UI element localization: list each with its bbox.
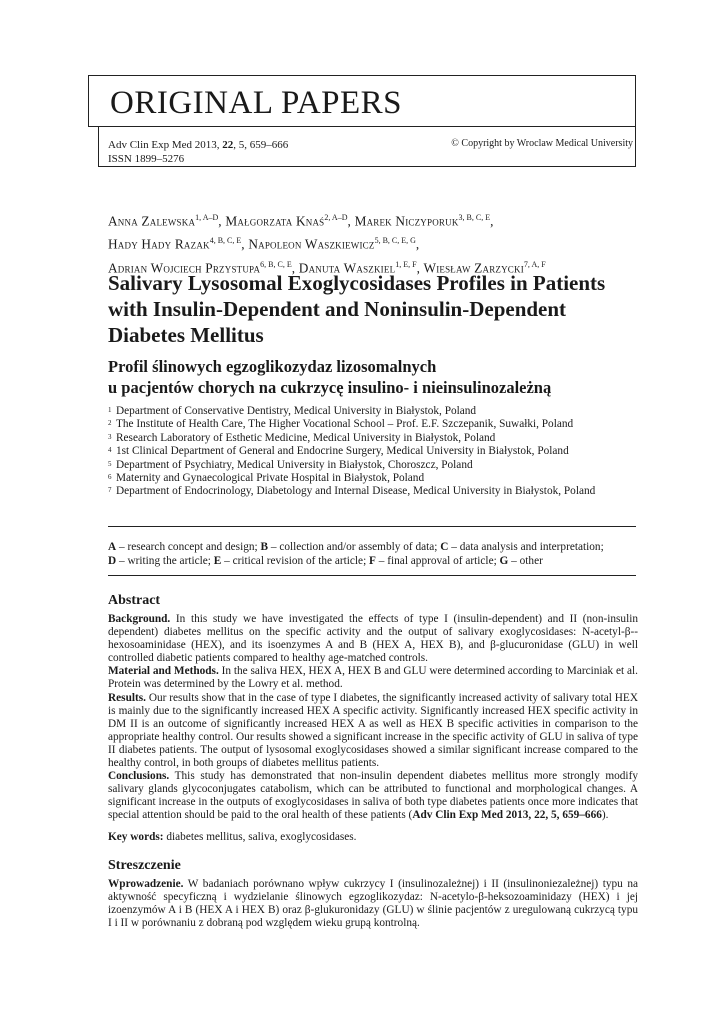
author-affiliation-sup: 4, B, C, E [209,236,242,246]
abstract-text: This study has demonstrated that non-insulin dependent diabetes mellitus more strongly modify salivary glands glycoconjugates catabolism, which can be attributed to functional and morphological changes. A significant increase in the outputs of exoglycosidases in saliva of both type diabetes patients once more indicates that special attention should be paid to the oral health of these patients ( [108,770,638,822]
affiliation-number: 5 [108,459,112,468]
author-affiliation-sup: 5, B, C, E, G [374,236,416,246]
affiliation-text: Department of Conservative Dentistry, Medical University in Białystok, Poland [116,405,477,417]
role-key: D [108,554,117,567]
affiliation-item [108,432,628,445]
affiliation-item [108,445,628,458]
contribution-roles [108,541,636,568]
title-pl-line-2: u pacjentów chorych na cukrzycę insulino- i nieinsulinozależną [108,378,552,397]
author-name: Danuta Waszkiel [298,260,396,276]
journal-ref-volume: 22 [222,139,234,151]
journal-ref-suffix: , 5, 659–666 [233,139,289,151]
copyright-notice: © Copyright by Wroclaw Medical University [451,138,633,149]
affiliation-text: Department of Psychiatry, Medical University in Białystok, Choroszcz, Poland [116,458,473,471]
divider-rule [108,526,636,527]
journal-ref-prefix: Adv Clin Exp Med 2013, [108,139,223,151]
affiliation-text: Research Laboratory of Esthetic Medicine, Medical University in Białystok, Poland [116,431,496,444]
author-separator: , [416,260,424,276]
role-key: E [213,554,222,567]
abstract-label: Conclusions. [108,770,170,783]
affiliation-item [108,459,628,472]
abstract-text-end: ). [601,809,609,822]
streszczenie-label: Wprowadzenie. [108,878,184,890]
author-separator: , [291,260,299,276]
author-name: Małgorzata Knaś [225,213,325,229]
abstract-body [108,613,638,823]
author-separator: , [415,236,420,252]
role-text: – data analysis and interpretation; [448,541,604,553]
title-pl-line-1: Profil ślinowych egzoglikozydaz lizosomalnych [108,357,437,376]
role-key: G [499,554,509,567]
streszczenie-introduction [108,878,638,930]
role-text: – final approval of article; [375,554,500,567]
key-words [108,831,638,844]
affiliation-number: 7 [108,486,112,495]
author-separator: , [347,213,355,229]
divider-rule [108,575,636,576]
key-words-label: Key words: [108,831,164,843]
author-name: Anna Zalewska [108,213,196,229]
affiliation-text: The Institute of Health Care, The Higher Vocational School – Prof. E.F. Szczepanik, Suwałki, Poland [116,418,574,431]
abstract-text: In this study we have investigated the effects of type I (insulin-dependent) and II (non-insulin dependent) diabetes mellitus on the specific activity and the output of salivary exoglycosidases: N-acetyl-β--hexosoaminidase (HEX), and its isoenzymes A and B (HEX A, HEX B), and β-glucuronidase (GLU) in well controlled diabetic patients compared to healthy age-matched controls. [108,613,638,665]
role-text: – research concept and design; [116,541,261,553]
role-key: A [108,541,117,553]
author-name: Hady Hady Razak [108,236,210,252]
role-text: – other [508,554,543,567]
affiliation-number: 2 [108,419,112,428]
author-separator: , [241,236,249,252]
affiliation-item [108,485,628,498]
affiliation-number: 3 [108,432,112,441]
journal-reference [108,138,288,152]
role-key: B [260,541,269,553]
author-affiliation-sup: 3, B, C, E [458,213,491,222]
abstract-label: Results. [108,691,146,704]
author-affiliation-sup: 2, A–D [324,213,348,222]
abstract-results [108,692,638,771]
streszczenie-heading: Streszczenie [108,858,181,873]
issn: ISSN 1899–5276 [108,153,185,165]
affiliation-number: 4 [108,446,112,455]
abstract-label: Background. [108,613,171,625]
author-list [108,208,628,278]
abstract-citation: Adv Clin Exp Med 2013, 22, 5, 659–666 [412,809,602,822]
author-name: Adrian Wojciech Przystupa [108,260,261,276]
key-words-text: diabetes mellitus, saliva, exoglycosidases. [163,831,357,843]
article-title-polish [108,356,648,398]
abstract-text: In the saliva HEX, HEX A, HEX B and GLU were determined according to Marciniak et al. Protein was determined by the Lowry et al. method. [108,665,638,691]
author-name: Wiesław Zarzycki [423,260,524,276]
author-affiliation-sup: 6, B, C, E [260,259,292,269]
affiliation-text: Maternity and Gynaecological Private Hospital in Białystok, Poland [116,472,425,485]
author-name: Marek Niczyporuk [354,213,459,229]
author-affiliation-sup: 7, A, F [523,259,546,269]
affiliation-list [108,405,628,499]
affiliation-item [108,418,628,431]
role-text: – writing the article; [116,554,214,567]
affiliation-text: 1st Clinical Department of General and Endocrine Surgery, Medical University in Białystok, Poland [116,445,569,458]
abstract-heading: Abstract [108,593,161,608]
affiliation-item [108,405,628,418]
author-separator: , [490,213,494,229]
abstract-text: Our results show that in the case of type I diabetes, the significantly increased activity of salivary total HEX is mainly due to the significantly increased HEX A specific activity. Significantly increased HEX specific activity in DM II is an outcome of significantly increased HEX A as well as HEX B specific activities in comparison to the appropriate healthy control. Our results showed a significant increase in the specific activity of GLU in saliva of type II diabetes patients. The output of lysosomal exoglycosidases showed a similar significant increase compared to the healthy control, in both groups of diabetes mellitus patients. [108,691,638,770]
author-name: Napoleon Waszkiewicz [248,236,375,252]
author-separator: , [218,213,226,229]
role-key: C [440,541,449,553]
section-banner: ORIGINAL PAPERS [110,85,403,121]
streszczenie-body [108,878,638,930]
role-text: – collection and/or assembly of data; [268,541,441,553]
abstract-conclusions [108,770,638,822]
affiliation-text: Department of Endocrinology, Diabetology and Internal Disease, Medical University in Białystok, Poland [116,485,596,498]
affiliation-item [108,472,628,485]
role-text: – critical revision of the article; [221,554,370,567]
author-affiliation-sup: 1, A–D [195,213,219,222]
affiliation-number: 6 [108,473,112,482]
streszczenie-text: W badaniach porównano wpływ cukrzycy I (insulinozależnej) i II (insulinoniezależnej) typu na aktywność specyficzną i wydzielanie ślinowych egzoglikozydaz: N-acetylo-β-heksozoaminidazy (HEX) i jej izoenzymów A i B (HEX A i HEX B) oraz β-glukuronidazy (GLU) w ślinie pacjentów z uregulowaną cukrzycą typu I i II w porównaniu z dobraną pod względem wieku grupą kontrolną. [108,878,638,930]
abstract-methods [108,665,638,691]
author-affiliation-sup: 1, E, F [395,259,417,269]
affiliation-number: 1 [108,406,112,414]
role-key: F [369,554,376,567]
article-title-english: Salivary Lysosomal Exoglycosidases Profiles in Patients with Insulin-Dependent and Noninsulin-Dependent Diabetes Mellitus [108,271,606,347]
abstract-background [108,613,638,665]
abstract-label: Material and Methods. [108,665,219,678]
